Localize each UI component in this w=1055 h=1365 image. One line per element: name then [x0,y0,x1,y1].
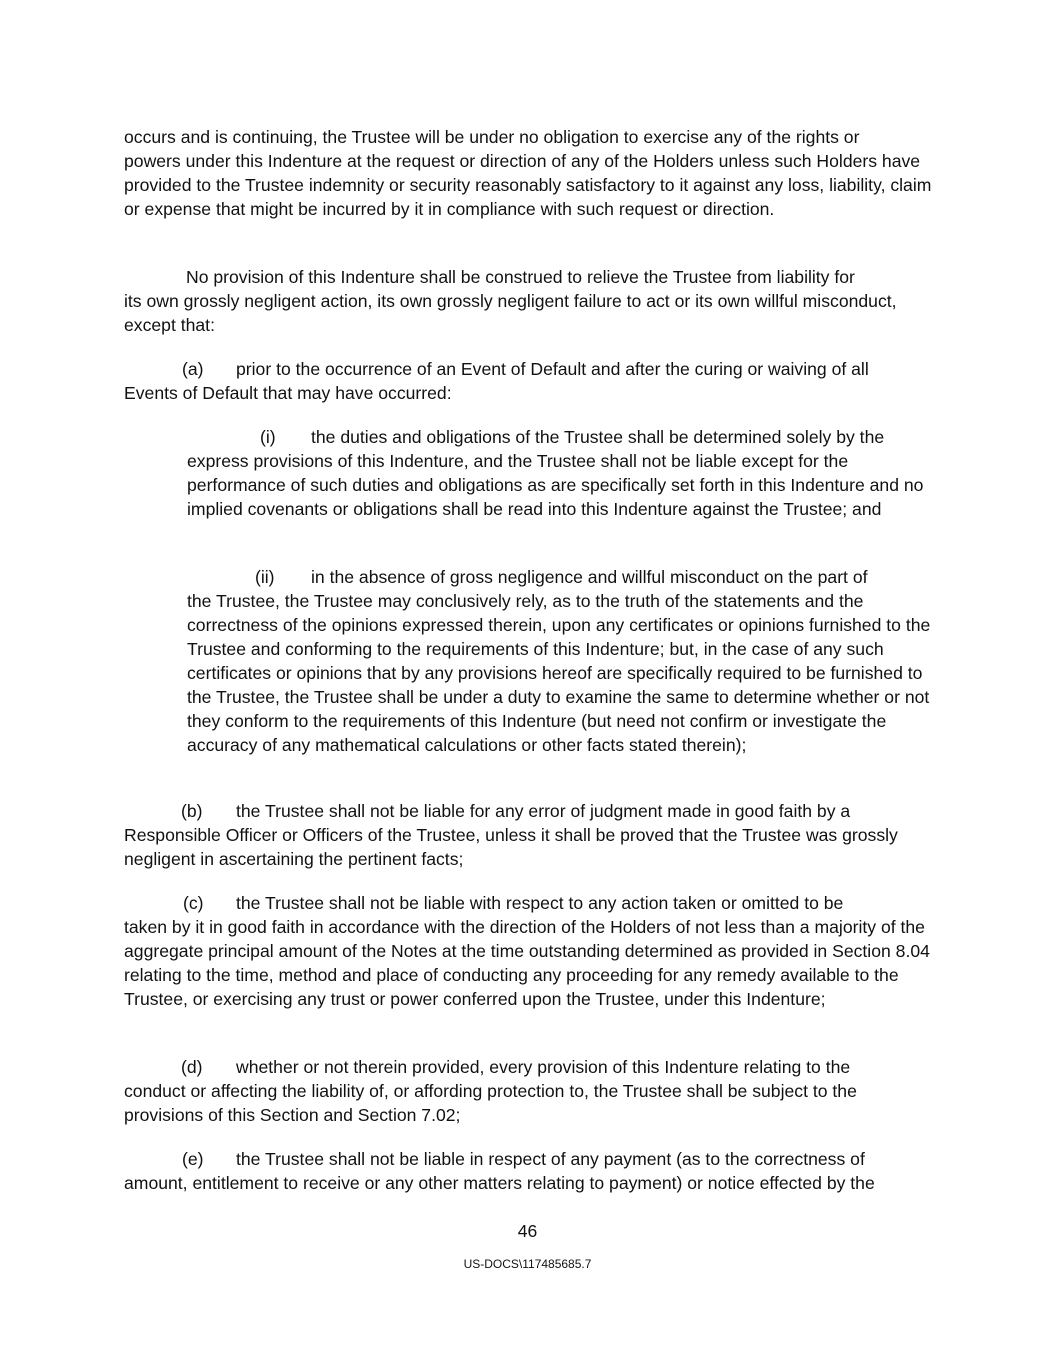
clause-b-text: Responsible Officer or Officers of the Trustee, unless it shall be proved that the Trustee was grossly negligent in ascertaining the pertinent facts; [124,825,898,869]
clause-d-first-line: whether or not therein provided, every provision of this Indenture relating to the [236,1057,851,1077]
document-id: US-DOCS\117485685.7 [463,1257,592,1271]
intro-paragraph [124,125,936,221]
no-provision-paragraph [124,265,936,337]
clause-i-marker: (i) [260,427,276,447]
intro-text: powers under this Indenture at the request or direction of any of the Holders unless such Holders have provided to the Trustee indemnity or security reasonably satisfactory to it against any loss, liability, claim or expense that might be incurred by it in compliance with such request or direction. [124,151,932,219]
clause-ii-marker: (ii) [255,567,275,587]
clause-a-first-line: prior to the occurrence of an Event of Default and after the curing or waiving of all [236,359,869,379]
no-provision-first-line: No provision of this Indenture shall be construed to relieve the Trustee from liability for [186,267,855,287]
clause-d-marker: (d) [181,1057,203,1077]
clause-i [187,425,936,521]
no-provision-text: its own grossly negligent action, its own grossly negligent failure to act or its own willful misconduct, except that: [124,291,897,335]
clause-i-text: express provisions of this Indenture, and the Trustee shall not be liable except for the performance of such duties and obligations as are specifically set forth in this Indenture and no implied covenants or obligations shall be read into this Indenture against the Trustee; and [187,451,924,519]
clause-c-first-line: the Trustee shall not be liable with respect to any action taken or omitted to be [236,893,844,913]
clause-d [124,1055,936,1127]
clause-b-marker: (b) [181,801,203,821]
clause-b [124,799,936,871]
clause-ii [187,565,936,757]
clause-e-text: amount, entitlement to receive or any other matters relating to payment) or notice effected by the [124,1173,875,1193]
clause-b-first-line: the Trustee shall not be liable for any error of judgment made in good faith by a [236,801,851,821]
clause-a-text: Events of Default that may have occurred: [124,383,452,403]
clause-c-marker: (c) [183,893,204,913]
clause-d-text: conduct or affecting the liability of, or affording protection to, the Trustee shall be subject to the provisions of this Section and Section 7.02; [124,1081,857,1125]
clause-e-marker: (e) [182,1149,204,1169]
clause-c-text: taken by it in good faith in accordance with the direction of the Holders of not less than a majority of the aggregate principal amount of the Notes at the time outstanding determined as provided in Section 8.04 relating to the time, method and place of conducting any proceeding for any remedy available to the Trustee, or exercising any trust or power conferred upon the Trustee, under this Indenture; [124,917,930,1009]
intro-first-line: occurs and is continuing, the Trustee will be under no obligation to exercise any of the rights or [124,127,860,147]
clause-c [124,891,936,1011]
clause-ii-first-line: in the absence of gross negligence and willful misconduct on the part of [311,567,868,587]
clause-ii-text: the Trustee, the Trustee may conclusively rely, as to the truth of the statements and the correctness of the opinions expressed therein, upon any certificates or opinions furnished to the Trustee and conforming to the requirements of this Indenture; but, in the case of any such certificates or opinions that by any provisions hereof are specifically required to be furnished to the Trustee, the Trustee shall be under a duty to examine the same to determine whether or not they conform to the requirements of this Indenture (but need not confirm or investigate the accuracy of any mathematical calculations or other facts stated therein); [187,591,931,755]
clause-a [124,357,936,405]
page-number: 46 [517,1221,538,1241]
clause-i-first-line: the duties and obligations of the Trustee shall be determined solely by the [311,427,885,447]
clause-a-marker: (a) [182,359,204,379]
clause-e-first-line: the Trustee shall not be liable in respect of any payment (as to the correctness of [236,1149,865,1169]
clause-e [124,1147,936,1195]
